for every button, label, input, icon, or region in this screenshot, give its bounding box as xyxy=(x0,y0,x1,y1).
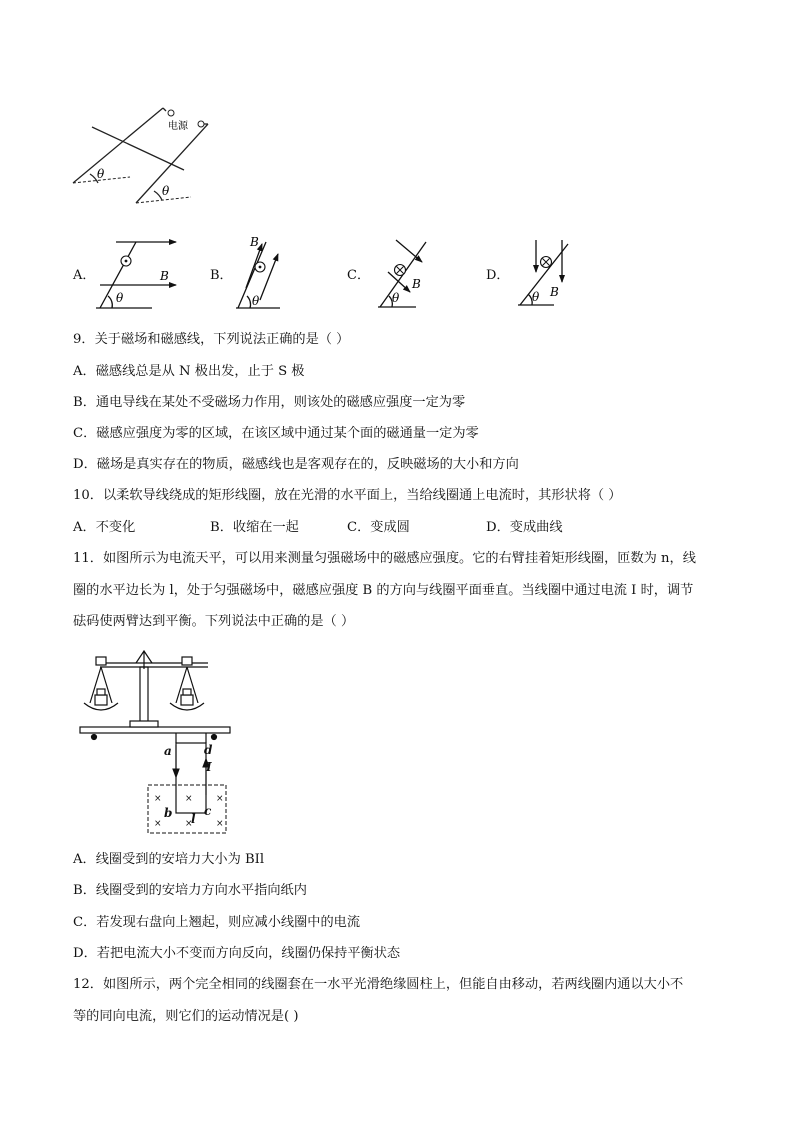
q8-b-b-label: B xyxy=(250,235,259,249)
q10-option-b: B．收缩在一起 xyxy=(210,520,299,535)
q8-d-b-label: B xyxy=(550,285,559,299)
q10-option-c: C．变成圆 xyxy=(347,520,410,535)
q11-option-c: C．若发现右盘向上翘起，则应减小线圈中的电流 xyxy=(73,915,361,930)
q8-option-a-figure xyxy=(94,230,184,312)
theta-label-right: θ xyxy=(162,184,170,198)
q9-option-c: C．磁感应强度为零的区域，在该区域中通过某个面的磁通量一定为零 xyxy=(73,426,479,441)
terminal-d-label: d xyxy=(204,743,213,757)
field-cross-4: × xyxy=(154,819,162,829)
q8-c-theta-label: θ xyxy=(392,291,400,305)
theta-label-left: θ xyxy=(97,167,105,181)
q9-option-d: D．磁场是真实存在的物质，磁感线也是客观存在的，反映磁场的大小和方向 xyxy=(73,457,519,472)
field-cross-3: × xyxy=(216,794,224,804)
q11-option-d: D．若把电流大小不变而方向反向，线圈仍保持平衡状态 xyxy=(73,946,401,961)
q11-stem-line-3: 砝码使两臂达到平衡。下列说法中正确的是（ ） xyxy=(73,614,355,629)
q8-d-theta-label: θ xyxy=(532,290,540,304)
q11-stem-line-1: 11．如图所示为电流天平，可以用来测量匀强磁场中的磁感应强度。它的右臂挂着矩形线圈，匝数为 n，线 xyxy=(73,551,696,566)
q9-stem: 9．关于磁场和磁感线，下列说法正确的是（ ） xyxy=(73,332,350,347)
q8-c-b-label: B xyxy=(412,277,421,291)
q11-stem-line-2: 圈的水平边长为 l，处于匀强磁场中，磁感应强度 B 的方向与线圈平面垂直。当线圈中通过电流 I 时，调节 xyxy=(73,583,694,598)
q11-option-b: B．线圈受到的安培力方向水平指向纸内 xyxy=(73,883,307,898)
q10-option-d: D．变成曲线 xyxy=(486,520,563,535)
field-cross-6: × xyxy=(216,819,224,829)
q8-option-b-figure xyxy=(230,230,310,312)
q10-option-a: A．不变化 xyxy=(73,520,136,535)
q8-option-b-letter: B． xyxy=(210,268,233,283)
current-balance-figure xyxy=(78,645,238,837)
q12-stem-line-1: 12．如图所示，两个完全相同的线圈套在一水平光滑绝缘圆柱上，但能自由移动，若两线圈内通以大小不 xyxy=(73,977,684,992)
terminal-a-label: a xyxy=(164,744,172,758)
q10-stem: 10．以柔软导线绕成的矩形线圈，放在光滑的水平面上，当给线圈通上电流时，其形状将（ ） xyxy=(73,488,622,503)
q8-option-d-letter: D． xyxy=(486,268,510,283)
field-cross-5: × xyxy=(185,819,193,829)
q9-option-a: A．磁感线总是从 N 极出发，止于 S 极 xyxy=(73,364,305,379)
q8-a-b-label: B xyxy=(160,269,169,283)
corner-b-label: b xyxy=(164,806,173,820)
q8-option-d-figure xyxy=(510,232,580,312)
corner-c-label: c xyxy=(204,804,212,818)
power-source-label: 电源 xyxy=(168,121,188,132)
q8-option-c-letter: C． xyxy=(347,268,370,283)
q8-option-c-figure xyxy=(370,232,440,312)
q8-a-theta-label: θ xyxy=(116,291,124,305)
incline-rails-figure xyxy=(68,105,228,210)
q11-option-a: A．线圈受到的安培力大小为 BIl xyxy=(73,852,265,867)
field-cross-1: × xyxy=(154,794,162,804)
q9-option-b: B．通电导线在某处不受磁场力作用，则该处的磁感应强度一定为零 xyxy=(73,395,466,410)
q12-stem-line-2: 等的同向电流，则它们的运动情况是( ) xyxy=(73,1009,299,1024)
side-l-label: l xyxy=(191,812,196,826)
current-i-label: I xyxy=(206,760,212,774)
q8-option-a-letter: A． xyxy=(73,268,96,283)
field-cross-2: × xyxy=(185,794,193,804)
q8-b-theta-label: θ xyxy=(252,294,260,308)
